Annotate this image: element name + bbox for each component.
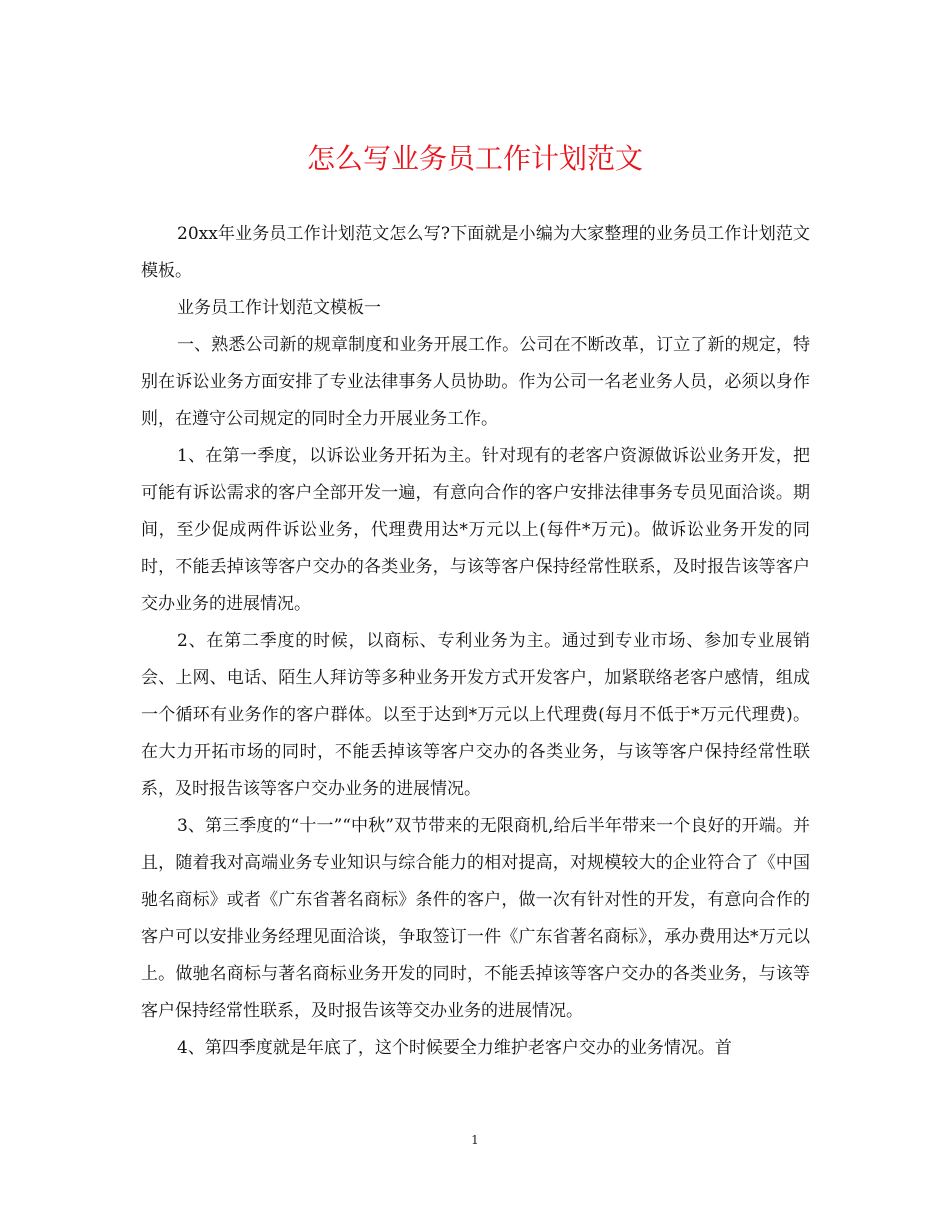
paragraph-template-heading: 业务员工作计划范文模板一 xyxy=(177,298,381,318)
paragraph-quarter-two: 2、在第二季度的时候，以商标、专利业务为主。通过到专业市场、参加专业展销会、上网、电话、陌生人拜访等多种业务开发方式开发客户，加紧联络老客户感情，组成一个循环有业务作的客户群体。以至于达到*万元以上代理费(每月不低于*万元代理费)。在大力开拓市场的同时，不能丢掉该等客户交办的各类业务，与该等客户保持经常性联系，及时报告该等客户交办业务的进展情况。 xyxy=(141,631,810,799)
document-title: 怎么写业务员工作计划范文 xyxy=(306,142,643,175)
document-body xyxy=(141,216,810,1067)
paragraph-quarter-one: 1、在第一季度，以诉讼业务开拓为主。针对现有的老客户资源做诉讼业务开发，把可能有诉讼需求的客户全部开发一遍，有意向合作的客户安排法律事务专员见面洽谈。期间，至少促成两件诉讼业务，代理费用达*万元以上(每件*万元)。做诉讼业务开发的同时，不能丢掉该等客户交办的各类业务，与该等客户保持经常性联系，及时报告该等客户交办业务的进展情况。 xyxy=(141,446,810,614)
paragraph-section-one: 一、熟悉公司新的规章制度和业务开展工作。公司在不断改革，订立了新的规定，特别在诉讼业务方面安排了专业法律事务人员协助。作为公司一名老业务人员，必须以身作则，在遵守公司规定的同时全力开展业务工作。 xyxy=(141,335,810,429)
paragraph-intro: 20xx年业务员工作计划范文怎么写?下面就是小编为大家整理的业务员工作计划范文模板。 xyxy=(141,224,810,281)
paragraph-quarter-three: 3、第三季度的“十一”“中秋”双节带来的无限商机,给后半年带来一个良好的开端。并且，随着我对高端业务专业知识与综合能力的相对提高，对规模较大的企业符合了《中国驰名商标》或者《广东省著名商标》条件的客户，做一次有针对性的开发，有意向合作的客户可以安排业务经理见面洽谈，争取签订一件《广东省著名商标》，承办费用达*万元以上。做驰名商标与著名商标业务开发的同时，不能丢掉该等客户交办的各类业务，与该等客户保持经常性联系，及时报告该等交办业务的进展情况。 xyxy=(141,816,810,1021)
page-number: 1 xyxy=(471,1133,479,1147)
paragraph-quarter-four: 4、第四季度就是年底了，这个时候要全力维护老客户交办的业务情况。首 xyxy=(177,1038,732,1058)
